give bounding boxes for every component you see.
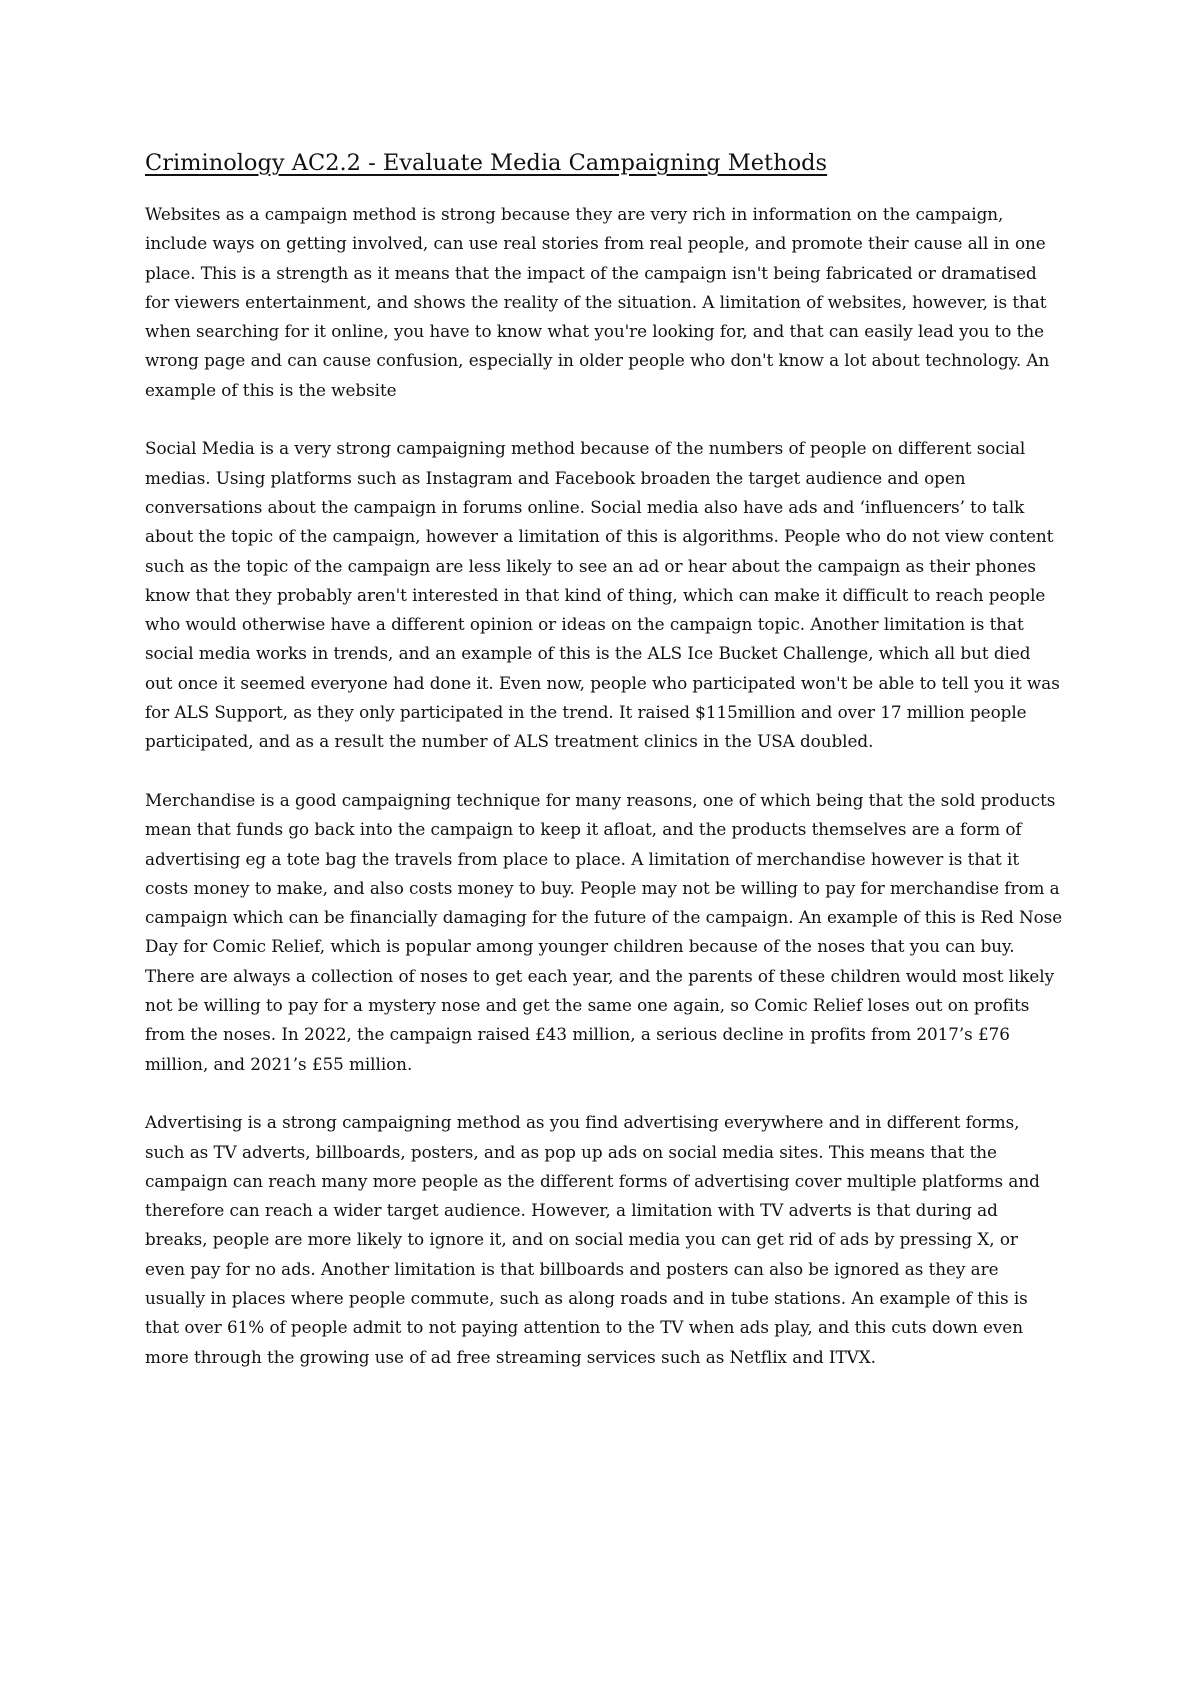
- paragraph-websites: Websites as a campaign method is strong because they are very rich in information on the campaign, include ways on getting involved, can use real stories from real people, and promote their cause all in one place. This is a strength as it means that the impact of the campaign isn't being fabricated or dramatised for viewers entertainment, and shows the reality of the situation. A limitation of websites, however, is that when searching for it online, you have to know what you're looking for, and that can easily lead you to the wrong page and can cause confusion, especially in older people who don't know a lot about technology. An example of this is the website: [145, 204, 1050, 400]
- paragraph-merchandise: Merchandise is a good campaigning technique for many reasons, one of which being that the sold products mean that funds go back into the campaign to keep it afloat, and the products themselves are a form of advertising eg a tote bag the travels from place to place. A limitation of merchandise however is that it costs money to make, and also costs money to buy. People may not be willing to pay for merchandise from a campaign which can be financially damaging for the future of the campaign. An example of this is Red Nose Day for Comic Relief, which is popular among younger children because of the noses that you can buy. There are always a collection of noses to get each year, and the parents of these children would most likely not be willing to pay for a mystery nose and get the same one again, so Comic Relief loses out on profits from the noses. In 2022, the campaign raised £43 million, a serious decline in profits from 2017’s £76 million, and 2021’s £55 million.: [145, 789, 1063, 1074]
- document-body: [145, 148, 1063, 1401]
- document-title: Criminology AC2.2 - Evaluate Media Campaigning Methods: [145, 150, 828, 176]
- paragraph-advertising: Advertising is a strong campaigning method as you find advertising everywhere and in different forms, such as TV adverts, billboards, posters, and as pop up ads on social media sites. This means that the campaign can reach many more people as the different forms of advertising cover multiple platforms and therefore can reach a wider target audience. However, a limitation with TV adverts is that during ad breaks, people are more likely to ignore it, and on social media you can get rid of ads by pressing X, or even pay for no ads. Another limitation is that billboards and posters can also be ignored as they are usually in places where people commute, such as along roads and in tube stations. An example of this is that over 61% of people admit to not paying attention to the TV when ads play, and this cuts down even more through the growing use of ad free streaming services such as Netflix and ITVX.: [145, 1112, 1040, 1367]
- paragraph-social-media: Social Media is a very strong campaigning method because of the numbers of people on different social medias. Using platforms such as Instagram and Facebook broaden the target audience and open conversations about the campaign in forums online. Social media also have ads and ‘influencers’ to talk about the topic of the campaign, however a limitation of this is algorithms. People who do not view content such as the topic of the campaign are less likely to see an ad or hear about the campaign as their phones know that they probably aren't interested in that kind of thing, which can make it difficult to reach people who would otherwise have a different opinion or ideas on the campaign topic. Another limitation is that social media works in trends, and an example of this is the ALS Ice Bucket Challenge, which all but died out once it seemed everyone had done it. Even now, people who participated won't be able to tell you it was for ALS Support, as they only participated in the trend. It raised $115million and over 17 million people participated, and as a result the number of ALS treatment clinics in the USA doubled.: [145, 438, 1060, 752]
